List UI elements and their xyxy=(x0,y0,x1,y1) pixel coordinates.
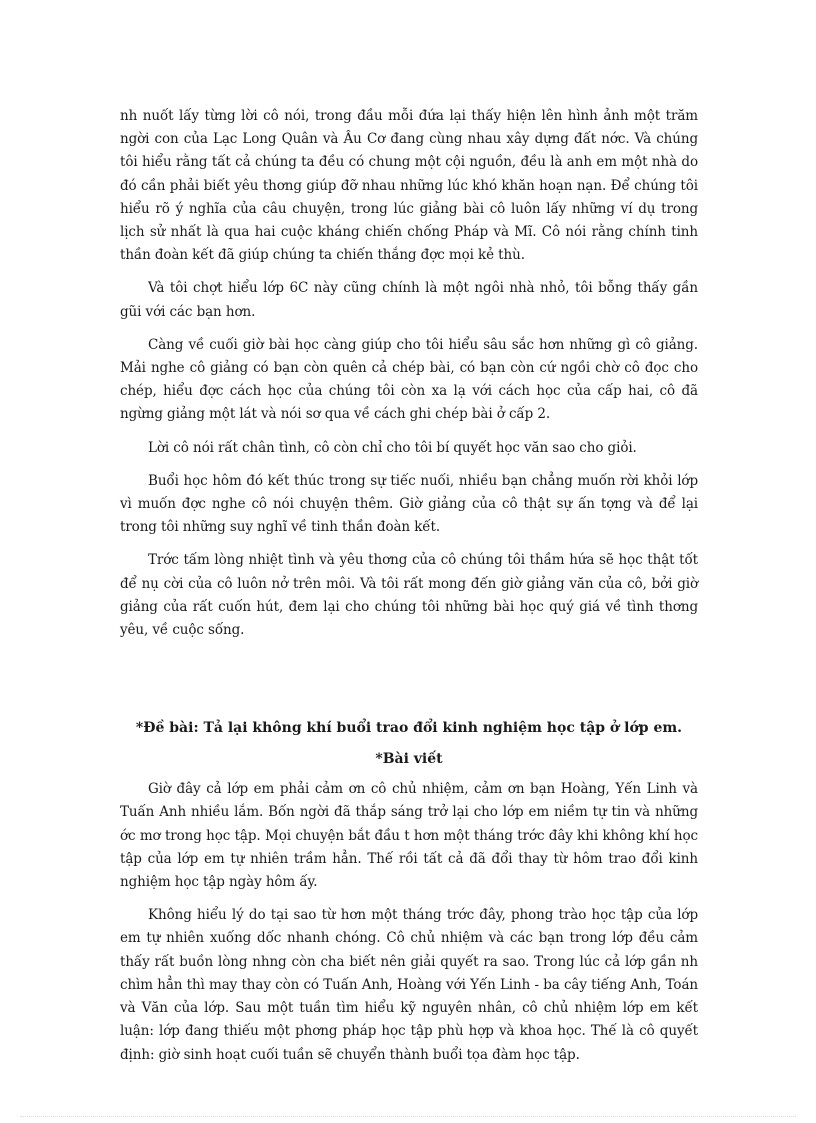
essay-two-paragraph-1: Giờ đây cả lớp em phải cảm ơn cô chủ nhiệm, cảm ơn bạn Hoàng, Yến Linh và Tuấn Anh nhiều lắm. Bốn ngời đã thắp sáng trở lại cho lớp em niềm tự tin và những ớc mơ trong học tập. Mọi chuyện bắt đầu t hơn một tháng trớc đây khi không khí học tập của lớp em tự nhiên trầm hẳn. Thế rồi tất cả đã đổi thay từ hôm trao đổi kinh nghiệm học tập ngày hôm ấy. xyxy=(120,781,698,891)
essay-one-paragraph-3: Càng về cuối giờ bài học càng giúp cho tôi hiểu sâu sắc hơn những gì cô giảng. Mải nghe cô giảng có bạn còn quên cả chép bài, có bạn còn cứ ngồi chờ cô đọc cho chép, hiểu đợc cách học của chúng tôi còn xa lạ với cách học của cấp hai, cô đã ngừng giảng một lát và nói sơ qua về cách ghi chép bài ở cấp 2. xyxy=(120,336,698,423)
essay-label-heading: *Bài viết xyxy=(375,751,443,768)
section-gap xyxy=(120,652,698,716)
essay-one-paragraph-2: Và tôi chợt hiểu lớp 6C này cũng chính là một ngôi nhà nhỏ, tôi bỗng thấy gần gũi với các bạn hơn. xyxy=(120,280,698,320)
essay-two xyxy=(120,716,698,1066)
essay-one-paragraph-1: nh nuốt lấy từng lời cô nói, trong đầu mỗi đứa lại thấy hiện lên hình ảnh một trăm ngời con của Lạc Long Quân và Âu Cơ đang cùng nhau xây dựng đất nớc. Và chúng tôi hiểu rằng tất cả chúng ta đều có chung một cội nguồn, đều là anh em một nhà do đó cần phải biết yêu thơng giúp đỡ nhau những lúc khó khăn hoạn nạn. Để chúng tôi hiểu rõ ý nghĩa của câu chuyện, trong lúc giảng bài cô luôn lấy những ví dụ trong lịch sử nhất là qua hai cuộc kháng chiến chống Pháp và Mĩ. Cô nói rằng chính tinh thần đoàn kết đã giúp chúng ta chiến thắng đợc mọi kẻ thù. xyxy=(120,108,698,264)
essay-one-paragraph-4: Lời cô nói rất chân tình, cô còn chỉ cho tôi bí quyết học văn sao cho giỏi. xyxy=(148,439,637,456)
footer-divider xyxy=(20,1116,796,1117)
essay-prompt-heading: *Đề bài: Tả lại không khí buổi trao đổi kinh nghiệm học tập ở lớp em. xyxy=(135,720,683,737)
essay-two-paragraph-2: Không hiểu lý do tại sao từ hơn một tháng trớc đây, phong trào học tập của lớp em tự nhiên xuống dốc nhanh chóng. Cô chủ nhiệm và các bạn trong lớp đều cảm thấy rất buồn lòng nhng còn cha biết nên giải quyết ra sao. Trong lúc cả lớp gần nh chìm hẳn thì may thay còn có Tuấn Anh, Hoàng với Yến Linh - ba cây tiếng Anh, Toán và Văn của lớp. Sau một tuần tìm hiểu kỹ nguyên nhân, cô chủ nhiệm lớp em kết luận: lớp đang thiếu một phơng pháp học tập phù hợp và khoa học. Thế là cô quyết định: giờ sinh hoạt cuối tuần sẽ chuyển thành buổi tọa đàm học tập. xyxy=(120,907,698,1063)
document-body xyxy=(120,105,698,1077)
essay-one-paragraph-5: Buổi học hôm đó kết thúc trong sự tiếc nuối, nhiều bạn chẳng muốn rời khỏi lớp vì muốn đợc nghe cô nói chuyện thêm. Giờ giảng của cô thật sự ấn tợng và để lại trong tôi những suy nghĩ về tinh thần đoàn kết. xyxy=(120,472,698,536)
essay-one xyxy=(120,105,698,642)
essay-one-paragraph-6: Trớc tấm lòng nhiệt tình và yêu thơng của cô chúng tôi thầm hứa sẽ học thật tốt để nụ cời của cô luôn nở trên môi. Và tôi rất mong đến giờ giảng văn của cô, bởi giờ giảng của rất cuốn hút, đem lại cho chúng tôi những bài học quý giá về tình thơng yêu, về cuộc sống. xyxy=(120,552,698,639)
